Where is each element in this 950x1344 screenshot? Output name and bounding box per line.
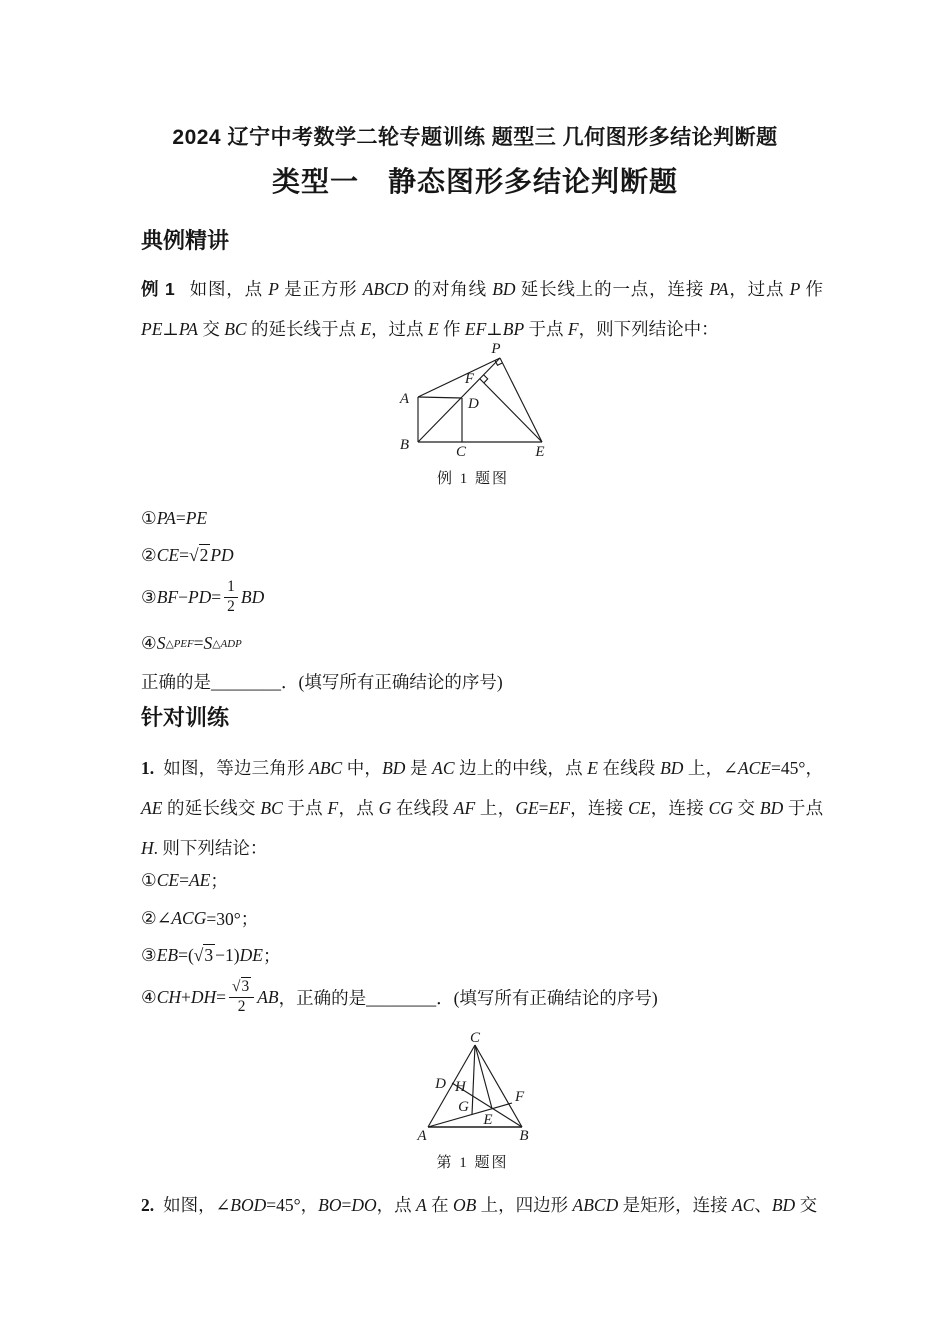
problem1-figure-svg <box>405 1032 540 1147</box>
line-a-f <box>428 1103 512 1127</box>
example1-label: 例 1 <box>141 279 175 299</box>
problem2-intro-text: 如图，∠BOD=45°，BO=DO，点 A 在 OB 上，四边形 ABCD 是矩形，连接 AC、BD 交 <box>163 1195 818 1215</box>
document-subtitle: 类型一 静态图形多结论判断题 <box>271 166 678 197</box>
line-c-g <box>472 1045 475 1115</box>
point-label-d: D <box>468 396 479 412</box>
point-label-p: P <box>491 342 501 357</box>
line-f-e <box>480 379 542 442</box>
line-p-e <box>500 358 542 442</box>
example1-paragraph <box>141 269 823 349</box>
point-label-f: F <box>515 1089 525 1105</box>
point-label-b: B <box>399 437 409 453</box>
point-label-c: C <box>455 444 467 460</box>
point-label-e: E <box>535 444 545 460</box>
point-label-e: E <box>483 1112 493 1128</box>
section-heading-examples: 典例精讲 <box>141 228 230 253</box>
point-label-a: A <box>417 1128 427 1144</box>
section-heading-practice: 针对训练 <box>141 705 230 730</box>
point-label-c: C <box>469 1032 481 1046</box>
problem2-number: 2. <box>141 1195 155 1215</box>
example1-conclusion-2: ② CE = √2 PD <box>141 544 234 565</box>
point-label-f: F <box>464 371 474 387</box>
problem1-figure-caption: 第 1 题图 <box>436 1155 509 1171</box>
example1-figure-svg <box>388 342 558 460</box>
problem1-paragraph <box>141 748 823 868</box>
point-label-a: A <box>399 391 409 407</box>
line-a-p <box>418 358 500 397</box>
problem1-conclusion-3: ③ EB =( √3 −1) DE ； <box>141 944 281 966</box>
line-b-d-p <box>418 358 500 442</box>
point-label-d: D <box>435 1076 446 1092</box>
example1-figure-caption: 例 1 题图 <box>436 471 509 487</box>
problem1-number: 1. <box>141 758 155 778</box>
example1-conclusion-3: ③ BF − PD = $\frac{1}{2}$ BD <box>141 578 265 615</box>
problem1-figure <box>405 1032 540 1147</box>
example1-answer-blank-line: 正确的是________．(填写所有正确结论的序号) <box>141 671 503 692</box>
problem2-paragraph <box>141 1185 831 1225</box>
point-label-h: H <box>455 1079 466 1095</box>
problem1-conclusion-4-and-answer: ④ CH + DH = $\frac{√3}{2}$ AB ，正确的是________．(填写所有正确结论的序号) <box>141 978 658 1015</box>
document-title: 2024 辽宁中考数学二轮专题训练 题型三 几何图形多结论判断题 <box>172 126 778 149</box>
point-label-b: B <box>519 1128 529 1144</box>
right-angle-mark-f <box>484 375 488 383</box>
problem1-intro-text: 如图，等边三角形 ABC 中，BD 是 AC 边上的中线，点 E 在线段 BD 上，∠ACE=45°，AE 的延长线交 BC 于点 F，点 G 在线段 AF 上，GE=EF，连接 CE，连接 CG 交 BD 于点 H. 则下列结论： <box>141 758 824 858</box>
problem1-conclusion-1: ① CE = AE ； <box>141 869 228 891</box>
example1-conclusion-1: ① PA = PE <box>141 507 208 528</box>
example1-conclusion-4: ④ S △PEF = S △ADP <box>141 632 242 653</box>
point-label-g: G <box>458 1099 469 1115</box>
example1-figure <box>388 342 558 460</box>
example1-intro-text: 如图，点 P 是正方形 ABCD 的对角线 BD 延长线上的一点，连接 PA，过点 P 作 PE⊥PA 交 BC 的延长线于点 E，过点 E 作 EF⊥BP 于点 F，则下列结论中： <box>141 279 824 339</box>
problem1-conclusion-2: ②∠ ACG =30°； <box>141 907 259 929</box>
